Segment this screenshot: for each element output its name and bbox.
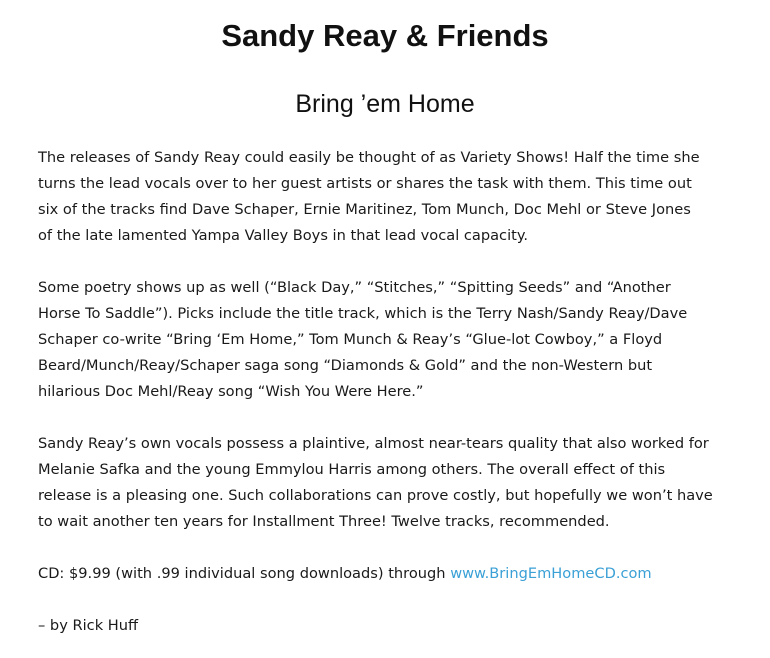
album-subtitle: Bring ’em Home [295,90,475,118]
review-body [38,145,738,639]
website-link[interactable]: www.BringEmHomeCD.com [450,565,652,582]
purchase-text: CD: $9.99 (with .99 individual song downloads) through [38,565,451,582]
byline: – by Rick Huff [38,617,139,634]
paragraph-vocals: Sandy Reay’s own vocals possess a plaintive, almost near-tears quality that also worked for Melanie Safka and the young Emmylou Harris among others. The overall effect of this release is a pleasing one. Such collaborations can prove costly, but hopefully we won’t have to wait another ten years for Installment Three! Twelve tracks, recommended. [38,435,713,530]
paragraph-intro: The releases of Sandy Reay could easily be thought of as Variety Shows! Half the time she turns the lead vocals over to her guest artists or shares the task with them. This time out six of the tracks find Dave Schaper, Ernie Maritinez, Tom Munch, Doc Mehl or Steve Jones of the late lamented Yampa Valley Boys in that lead vocal capacity. [38,149,700,244]
page-title: Sandy Reay & Friends [221,18,549,53]
purchase-line [38,561,738,587]
paragraph-picks: Some poetry shows up as well (“Black Day,” “Stitches,” “Spitting Seeds” and “Another Horse To Saddle”). Picks include the title track, which is the Terry Nash/Sandy Reay/Dave Schaper co-write “Bring ‘Em Home,” Tom Munch & Reay’s “Glue-lot Cowboy,” a Floyd Beard/Munch/Reay/Schaper saga song “Diamonds & Gold” and the non-Western but hilarious Doc Mehl/Reay song “Wish You Were Here.” [38,279,688,400]
